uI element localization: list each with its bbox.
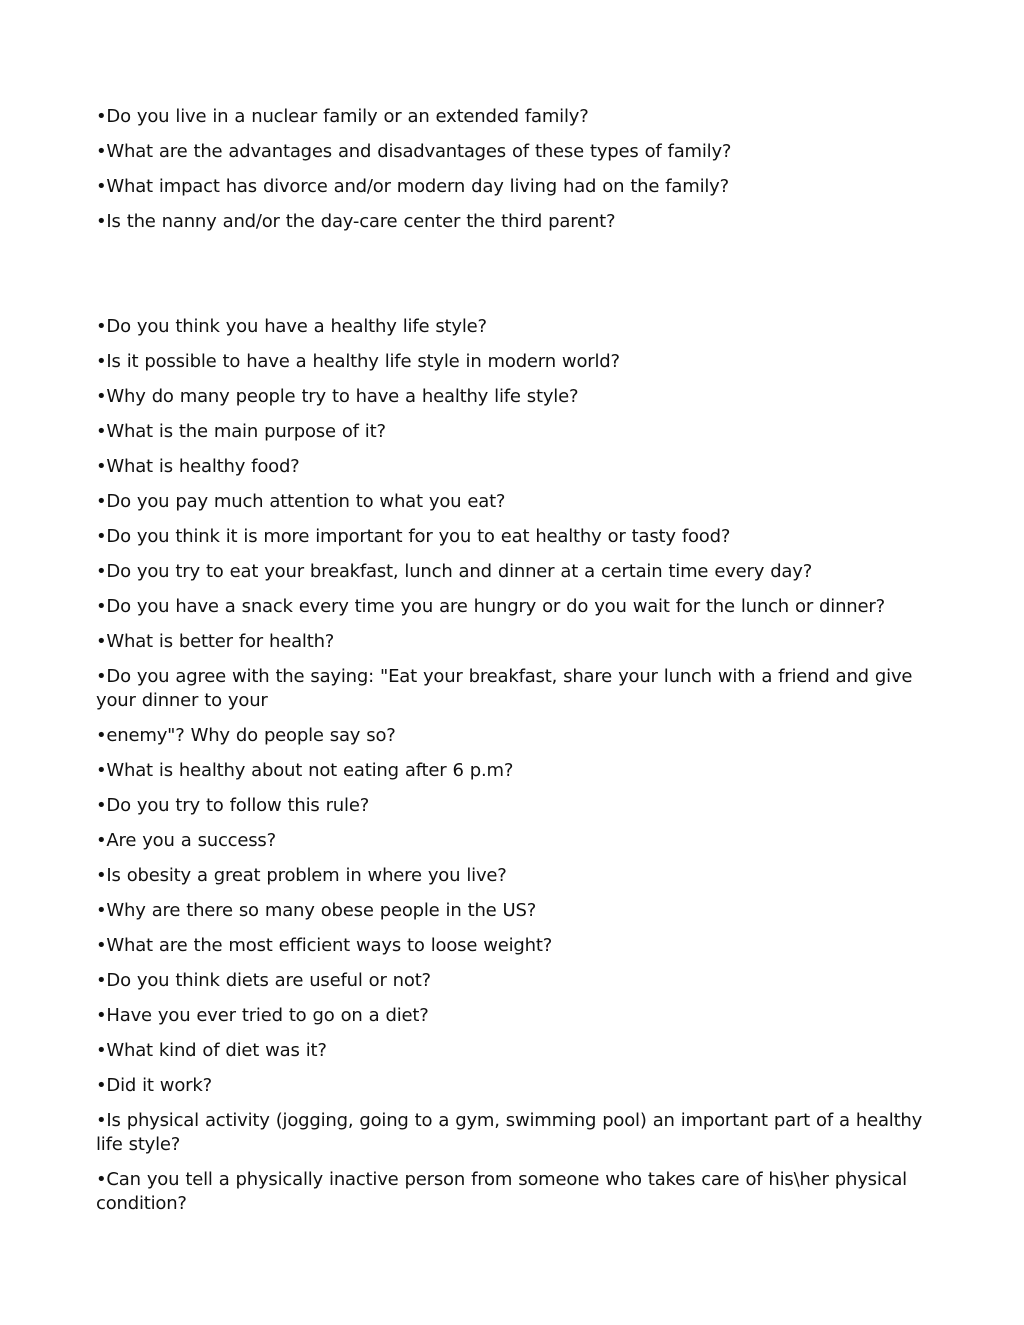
question-item: •enemy"? Why do people say so? <box>96 725 396 746</box>
question-item: •What is healthy about not eating after 6 p.m? <box>96 760 514 781</box>
question-item: •Is it possible to have a healthy life style in modern world? <box>96 351 620 372</box>
question-item: •Is the nanny and/or the day-care center the third parent? <box>96 211 616 232</box>
question-item: •Do you think diets are useful or not? <box>96 970 431 991</box>
question-item: •What is the main purpose of it? <box>96 421 386 442</box>
question-item: •Do you think it is more important for you to eat healthy or tasty food? <box>96 526 731 547</box>
question-item: •Can you tell a physically inactive person from someone who takes care of his\her physical condition? <box>96 1169 907 1214</box>
question-item: •Do you have a snack every time you are hungry or do you wait for the lunch or dinner? <box>96 596 885 617</box>
question-item: •Is obesity a great problem in where you live? <box>96 865 507 886</box>
question-item: •Have you ever tried to go on a diet? <box>96 1005 429 1026</box>
question-item: •What kind of diet was it? <box>96 1040 327 1061</box>
question-item: •What impact has divorce and/or modern day living had on the family? <box>96 176 729 197</box>
question-item: •What are the advantages and disadvantages of these types of family? <box>96 141 732 162</box>
question-item: •Are you a success? <box>96 830 276 851</box>
question-item: •Do you agree with the saying: "Eat your breakfast, share your lunch with a friend and give your dinner to your <box>96 666 913 711</box>
question-item: •Do you live in a nuclear family or an extended family? <box>96 106 589 127</box>
question-item: •What is better for health? <box>96 631 335 652</box>
question-item: •What are the most efficient ways to loose weight? <box>96 935 553 956</box>
family-questions-section <box>96 105 936 245</box>
question-item: •Why are there so many obese people in the US? <box>96 900 537 921</box>
health-questions-section <box>96 315 936 1227</box>
question-item: •Do you pay much attention to what you eat? <box>96 491 506 512</box>
question-item: •Do you try to follow this rule? <box>96 795 370 816</box>
question-item: •Do you try to eat your breakfast, lunch and dinner at a certain time every day? <box>96 561 813 582</box>
question-item: •Is physical activity (jogging, going to a gym, swimming pool) an important part of a healthy life style? <box>96 1110 923 1155</box>
question-item: •Do you think you have a healthy life style? <box>96 316 487 337</box>
question-item: •What is healthy food? <box>96 456 300 477</box>
question-item: •Did it work? <box>96 1075 212 1096</box>
question-item: •Why do many people try to have a healthy life style? <box>96 386 579 407</box>
